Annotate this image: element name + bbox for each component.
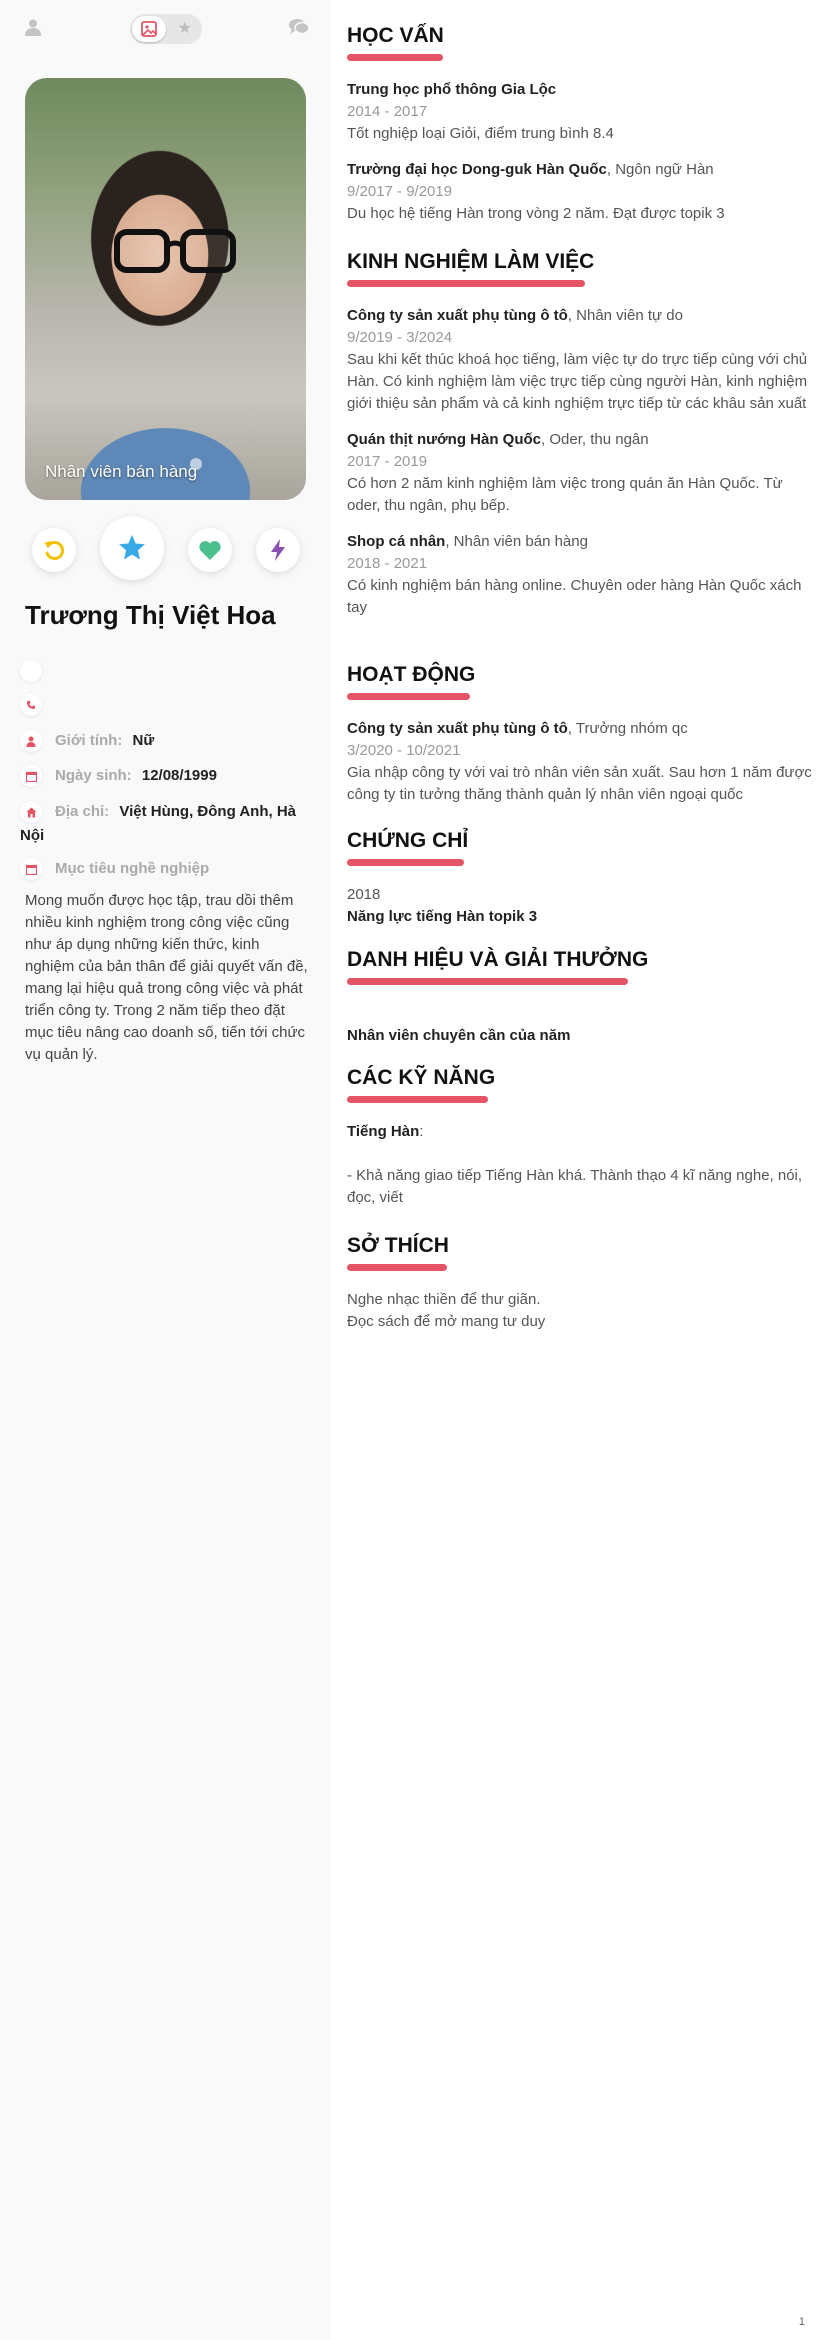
home-icon: [20, 801, 42, 823]
top-bar: [0, 14, 330, 46]
activities-section: [347, 663, 817, 806]
section-underline: [347, 859, 464, 866]
bolt-icon: [269, 538, 287, 562]
award-item: [347, 1025, 817, 1047]
skills-title: CÁC KỸ NĂNG: [347, 1066, 496, 1089]
org-name: Công ty sản xuất phụ tùng ô tô: [347, 720, 568, 737]
hobbies-title: SỞ THÍCH: [347, 1234, 449, 1257]
activity-date: 3/2020 - 10/2021: [347, 742, 461, 759]
glasses-icon: [113, 226, 237, 276]
goal-label: Mục tiêu nghề nghiệp: [55, 860, 210, 877]
job-role: , Nhân viên tự do: [567, 307, 683, 324]
company-name: Shop cá nhân: [347, 533, 446, 550]
activities-title: HOẠT ĐỘNG: [347, 663, 476, 686]
view-toggle[interactable]: [130, 14, 202, 44]
experience-item: [347, 531, 817, 619]
hobbies-section: [347, 1234, 817, 1333]
sidebar: [0, 0, 330, 2340]
heart-icon: [198, 539, 222, 561]
gender-row: [20, 729, 154, 753]
experience-date: 2017 - 2019: [347, 453, 428, 470]
experience-desc: Có kinh nghiệm bán hàng online. Chuyên oder hàng Hàn Quốc xách tay: [347, 577, 802, 616]
dob-value: 12/08/1999: [141, 767, 217, 784]
company-name: Quán thịt nướng Hàn Quốc: [347, 431, 542, 448]
activity-item: [347, 718, 817, 806]
section-underline: [347, 1264, 447, 1271]
skill-desc: - Khả năng giao tiếp Tiếng Hàn khá. Thành thạo 4 kĩ năng nghe, nói, đọc, viết: [347, 1167, 803, 1206]
company-name: Công ty sản xuất phụ tùng ô tô: [347, 307, 568, 324]
gender-label: Giới tính:: [55, 732, 123, 749]
gender-value: Nữ: [132, 732, 155, 749]
dob-row: [20, 764, 217, 788]
job-role: , Nhân viên bán hàng: [445, 533, 588, 550]
star-icon: [117, 533, 147, 563]
education-section: [347, 24, 817, 225]
calendar-icon: [20, 765, 42, 787]
user-icon[interactable]: [24, 18, 42, 41]
undo-icon: [42, 538, 66, 562]
certificate-item: [347, 884, 817, 928]
page-number: 1: [798, 2316, 805, 2328]
education-date: 9/2017 - 9/2019: [347, 183, 453, 200]
experience-date: 2018 - 2021: [347, 555, 428, 572]
super-like-button[interactable]: [100, 516, 164, 580]
skill-item: [347, 1121, 817, 1209]
education-title: HỌC VẤN: [347, 24, 444, 47]
education-desc: Du học hệ tiếng Hàn trong vòng 2 năm. Đạt được topik 3: [347, 205, 725, 222]
career-goal-text: Mong muốn được học tập, trau dồi thêm nhiều kinh nghiệm trong công việc cũng như áp dụng những kiến thức, kinh nghiệm của bản thân để giải quyết vấn đề, mang lại hiệu quả trong công việc và phát triển công ty. Trong 2 năm tiếp theo đặt mục tiêu nâng cao doanh số, tiến tới chức vụ quản lý.: [25, 892, 308, 1063]
dob-label: Ngày sinh:: [55, 767, 132, 784]
award-name: Nhân viên chuyên cần của năm: [347, 1027, 571, 1044]
education-item: [347, 159, 817, 225]
activity-role: , Trưởng nhóm qc: [567, 720, 688, 737]
star-icon[interactable]: ★: [177, 20, 192, 37]
certificates-title: CHỨNG CHỈ: [347, 829, 469, 852]
photo-caption: Nhân viên bán hàng: [45, 462, 198, 481]
school-name: Trường đại học Dong-guk Hàn Quốc: [347, 161, 607, 178]
image-icon[interactable]: [132, 16, 166, 42]
certificate-name: Năng lực tiếng Hàn topik 3: [347, 908, 538, 925]
person-icon: [20, 730, 42, 752]
phone-icon: [20, 694, 42, 716]
skill-name: Tiếng Hàn: [347, 1123, 420, 1140]
skills-section: [347, 1066, 817, 1209]
address-value: Việt Hùng, Đông Anh, Hà Nội: [20, 803, 297, 844]
experience-date: 9/2019 - 3/2024: [347, 329, 453, 346]
experience-section: [347, 250, 817, 619]
education-desc: Tốt nghiệp loại Giỏi, điểm trung bình 8.4: [347, 125, 614, 142]
section-underline: [347, 280, 585, 287]
certificate-year: 2018: [347, 886, 381, 903]
chat-icon[interactable]: [288, 18, 310, 41]
candidate-name: Trương Thị Việt Hoa: [25, 600, 276, 630]
boost-button[interactable]: [256, 528, 300, 572]
hobby-item: Đọc sách để mở mang tư duy: [347, 1313, 546, 1330]
education-item: [347, 79, 817, 145]
experience-desc: Sau khi kết thúc khoá học tiếng, làm việc tự do trực tiếp cùng với chủ Hàn. Có kinh nghiệm làm việc trực tiếp cùng người Hàn, kinh nghiệm giới thiệu sản phẩm và cả kinh nghiệm trực tiếp từ các khâu sản xuất: [347, 351, 808, 412]
section-underline: [347, 54, 443, 61]
hobby-item: Nghe nhạc thiền để thư giãn.: [347, 1291, 541, 1308]
profile-photo: [25, 78, 306, 500]
email-icon: [20, 660, 42, 682]
awards-section: [347, 948, 817, 1047]
major: , Ngôn ngữ Hàn: [606, 161, 714, 178]
job-role: , Oder, thu ngân: [541, 431, 649, 448]
awards-title: DANH HIỆU VÀ GIẢI THƯỞNG: [347, 948, 649, 971]
experience-desc: Có hơn 2 năm kinh nghiệm làm việc trong quán ăn Hàn Quốc. Từ oder, thu ngân, phụ bếp.: [347, 475, 783, 514]
skill-colon: :: [419, 1123, 424, 1140]
action-buttons: [0, 516, 330, 582]
hobby-list: [347, 1289, 817, 1333]
goal-row: [20, 857, 209, 881]
section-underline: [347, 693, 470, 700]
calendar-icon: [20, 858, 42, 880]
section-underline: [347, 978, 628, 985]
section-underline: [347, 1096, 488, 1103]
experience-title: KINH NGHIỆM LÀM VIỆC: [347, 250, 595, 273]
address-row: [20, 800, 320, 848]
experience-item: [347, 429, 817, 517]
address-label: Địa chỉ:: [55, 803, 110, 820]
certificates-section: [347, 829, 817, 928]
like-button[interactable]: [188, 528, 232, 572]
activity-desc: Gia nhập công ty với vai trò nhân viên sản xuất. Sau hơn 1 năm được công ty tin tưởng thăng thành quản lý nhân viên ngoại quốc: [347, 764, 812, 803]
school-name: Trung học phổ thông Gia Lộc: [347, 81, 557, 98]
undo-button[interactable]: [32, 528, 76, 572]
education-date: 2014 - 2017: [347, 103, 428, 120]
experience-item: [347, 305, 817, 415]
